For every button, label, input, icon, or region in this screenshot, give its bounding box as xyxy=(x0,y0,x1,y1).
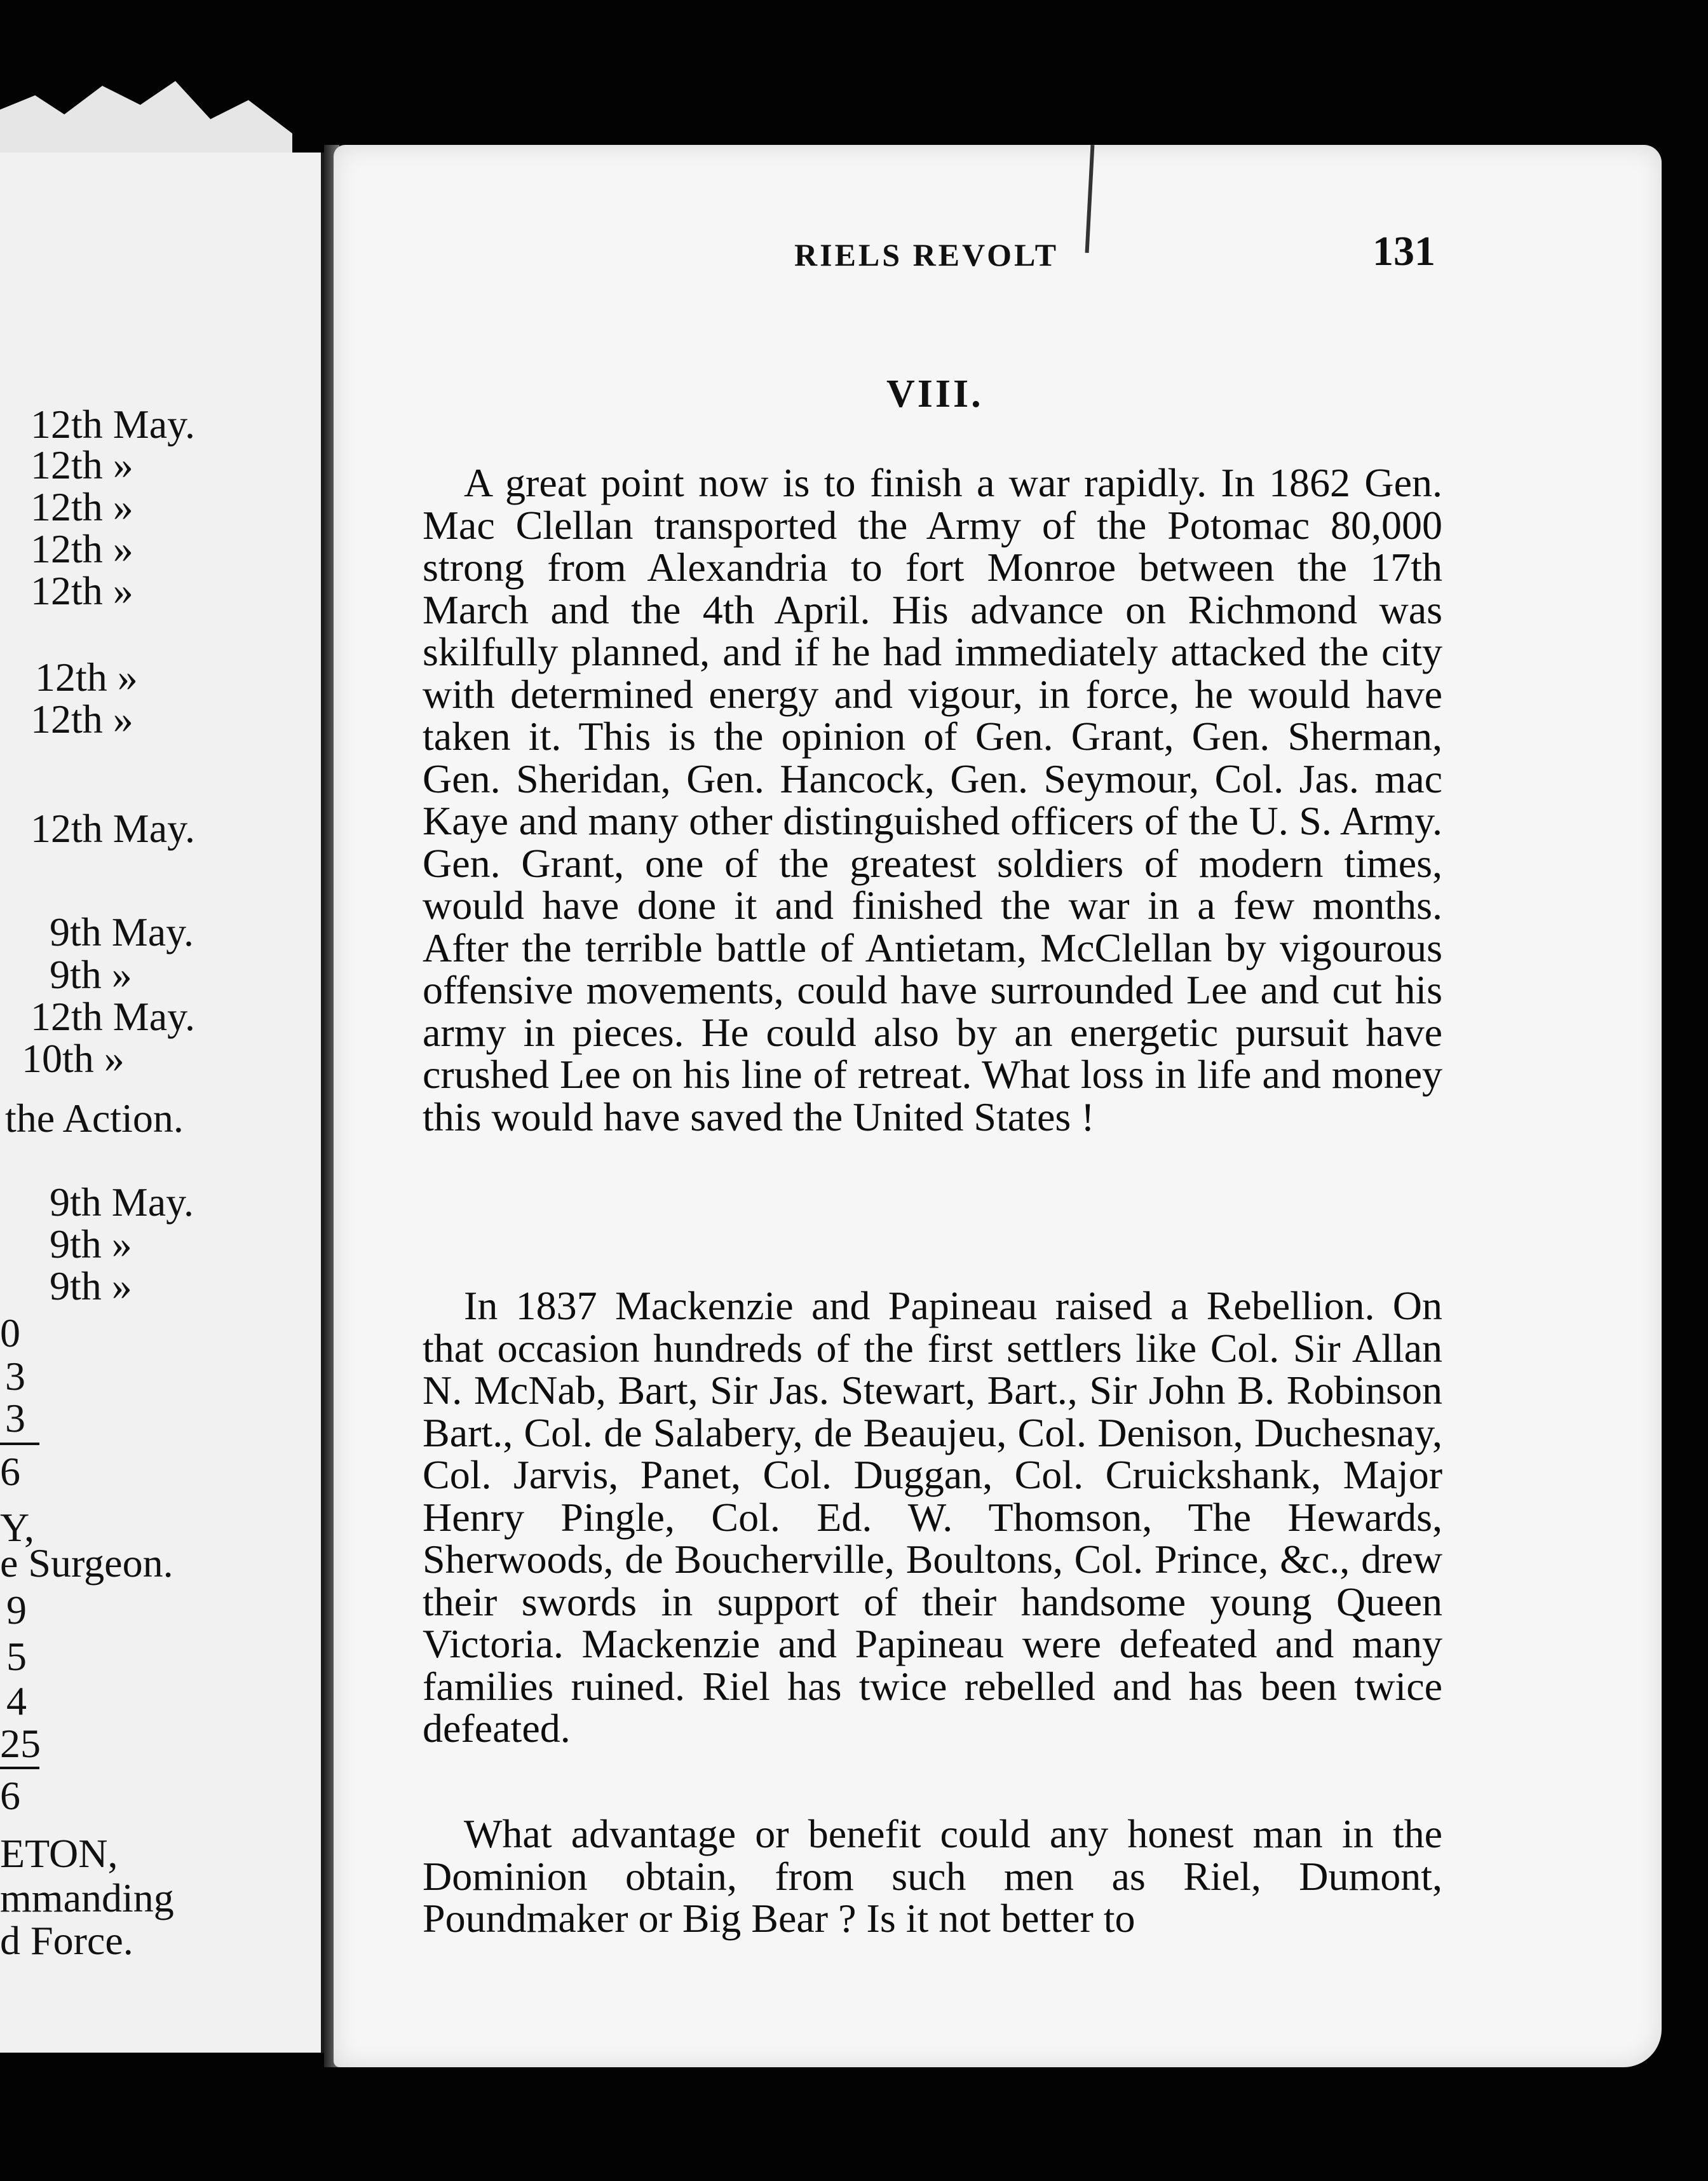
left-line: 12th » xyxy=(30,484,133,529)
left-line: 5 xyxy=(6,1634,27,1679)
left-line: 9th May. xyxy=(50,1179,194,1225)
left-line: Y, xyxy=(0,1505,34,1550)
left-line: 9th » xyxy=(50,1263,132,1308)
left-line: 4 xyxy=(6,1678,27,1723)
left-line: d Force. xyxy=(0,1918,133,1963)
left-line: e Surgeon. xyxy=(0,1540,173,1586)
left-line: 9th » xyxy=(50,952,132,997)
page-number: 131 xyxy=(1372,228,1435,275)
sum-rule xyxy=(0,1443,39,1445)
left-line: 12th » xyxy=(30,696,133,742)
left-line: mmanding xyxy=(0,1875,174,1920)
left-line: 12th May. xyxy=(30,994,195,1039)
left-line: 9th » xyxy=(50,1221,132,1267)
left-line: 9th May. xyxy=(50,909,194,955)
left-line: 9 xyxy=(6,1587,27,1633)
sum-rule xyxy=(0,1767,39,1769)
left-line: 0 xyxy=(0,1310,20,1355)
left-line: ETON, xyxy=(0,1831,118,1876)
left-line: 12th » xyxy=(30,442,133,487)
left-line: 12th May. xyxy=(30,806,195,851)
left-line: the Action. xyxy=(5,1096,184,1141)
left-line: 6 xyxy=(0,1773,20,1818)
left-line: 6 xyxy=(0,1449,20,1494)
left-line: 25 xyxy=(0,1721,41,1766)
left-line: 10th » xyxy=(22,1036,125,1081)
left-line: 3 xyxy=(5,1354,25,1399)
left-line: 12th » xyxy=(30,568,133,613)
running-head: RIELS REVOLT xyxy=(794,237,1059,273)
paragraph: A great point now is to finish a war rapidly. In 1862 Gen. Mac Clellan transported the Army of the Potomac 80,000 strong from Alexandria to fort Monroe between the 17th March and the 4th April. His advance on Richmond was skilfully planned, and if he had immediately attacked the city with determined energy and vigour, in force, he would have taken it. This is the opinion of Gen. Grant, Gen. Sherman, Gen. Sheridan, Gen. Hancock, Gen. Seymour, Col. Jas. mac Kaye and many other distinguished officers of the U. S. Army. Gen. Grant, one of the greatest soldiers of modern times, would have done it and finished the war in a few months. After the terrible battle of Antietam, McClellan by vigourous offensive movements, could have surrounded Lee and cut his army in pieces. He could also by an energetic pursuit have crushed Lee on his line of retreat. What loss in life and money this would have saved the United States ! xyxy=(423,460,1442,1139)
left-line: 3 xyxy=(5,1396,25,1441)
paragraph: In 1837 Mackenzie and Papineau raised a Rebellion. On that occasion hundreds of the first settlers like Col. Sir Allan N. McNab, Bart, Sir Jas. Stewart, Bart., Sir John B. Robinson Bart., Col. de Salabery, de Beaujeu, Col. Denison, Duchesnay, Col. Jarvis, Panet, Col. Duggan, Col. Cruickshank, Major Henry Pingle, Col. Ed. W. Thomson, The Hewards, Sherwoods, de Boucherville, Boultons, Col. Prince, &c., drew their swords in support of their handsome young Queen Victoria. Mackenzie and Papineau were defeated and many families ruined. Riel has twice rebelled and has been twice defeated. xyxy=(423,1283,1442,1751)
chapter-heading: VIII. xyxy=(886,372,984,416)
left-line: 12th May. xyxy=(30,402,195,447)
left-line: 12th » xyxy=(30,526,133,571)
left-line: 12th » xyxy=(35,655,138,700)
paragraph: What advantage or benefit could any honest man in the Dominion obtain, from such men as Riel, Dumont, Poundmaker or Big Bear ? Is it not better to xyxy=(423,1811,1442,1941)
